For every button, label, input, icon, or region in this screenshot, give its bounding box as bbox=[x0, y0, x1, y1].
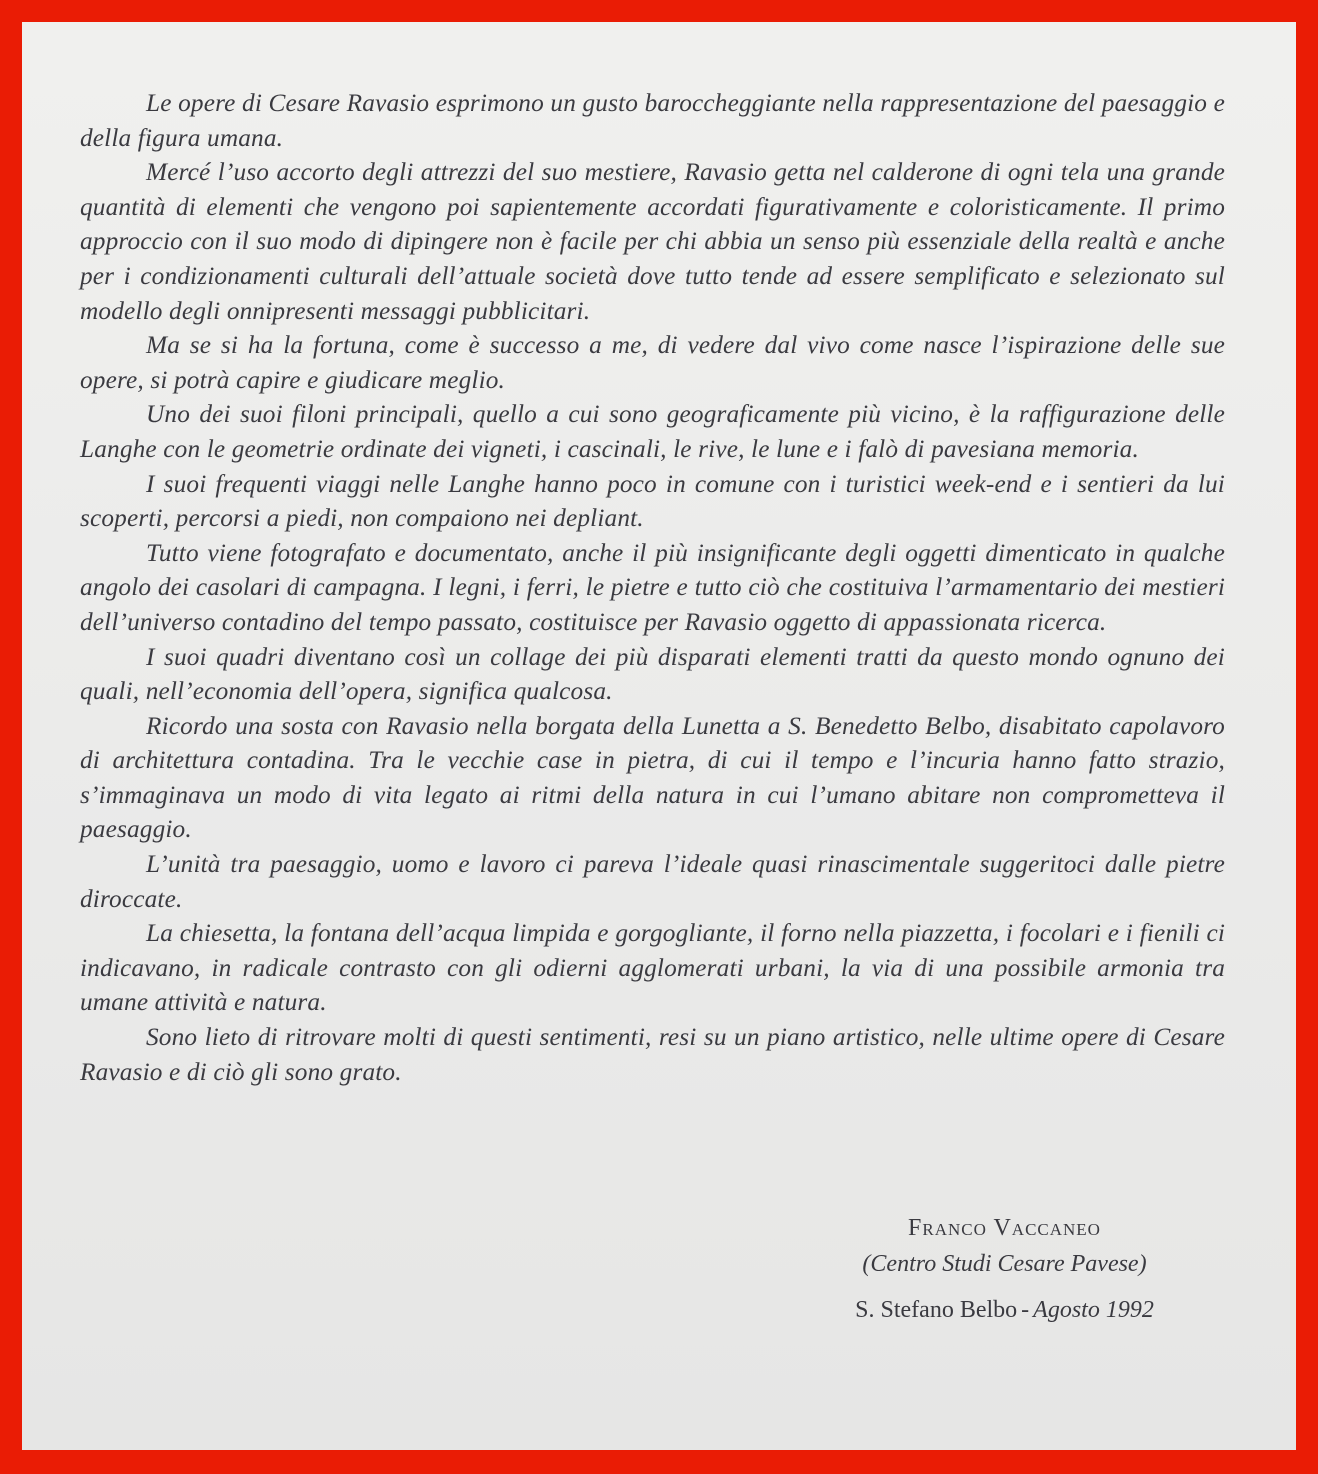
place-date-line bbox=[822, 1292, 1187, 1328]
paragraph-1: Le opere di Cesare Ravasio esprimono un gusto baroccheggiante nella rappresentazione del paesaggio e della figura umana. bbox=[80, 89, 1225, 152]
page-frame bbox=[22, 22, 1296, 1450]
paragraph-11: Sono lieto di ritrovare molti di questi sentimenti, resi su un piano artistico, nelle ultime opere di Cesare Ravasio e di ciò gli sono grato. bbox=[80, 1023, 1225, 1086]
paragraph-6: Tutto viene fotografato e documentato, anche il più insignificante degli oggetti dimenticato in qualche angolo dei casolari di campagna. I legni, i ferri, le pietre e tutto ciò che costituiva l’armamentario dei mestieri dell’universo contadino del tempo passato, costituisce per Ravasio oggetto di appassionata ricerca. bbox=[80, 538, 1225, 636]
paragraph-7: I suoi quadri diventano così un collage dei più disparati elementi tratti da questo mondo ognuno dei quali, nell’economia dell’opera, significa qualcosa. bbox=[80, 642, 1225, 706]
place: S. Stefano Belbo bbox=[855, 1297, 1018, 1323]
date: Agosto 1992 bbox=[1033, 1297, 1154, 1323]
paragraph-3: Ma se si ha la fortuna, come è successo a me, di vedere dal vivo come nasce l’ispirazione delle sue opere, si potrà capire e giudicare meglio. bbox=[80, 331, 1225, 394]
separator: - bbox=[1021, 1297, 1030, 1323]
document-body bbox=[80, 86, 1225, 1089]
paragraph-4: Uno dei suoi filoni principali, quello a cui sono geograficamente più vicino, è la raffigurazione delle Langhe con le geometrie ordinate dei vigneti, i cascinali, le rive, le lune e i falò di pavesiana memoria. bbox=[80, 400, 1225, 463]
author-affiliation: (Centro Studi Cesare Pavese) bbox=[862, 1251, 1147, 1277]
author-name: Franco Vaccaneo bbox=[908, 1215, 1101, 1241]
paragraph-10: La chiesetta, la fontana dell’acqua limpida e gorgogliante, il forno nella piazzetta, i focolari e i fienili ci indicavano, in radicale contrasto con gli odierni agglomerati urbani, la via di una possibile armonia tra umane attività e natura. bbox=[80, 919, 1225, 1017]
signature-block bbox=[822, 1210, 1187, 1328]
paragraph-8: Ricordo una sosta con Ravasio nella borgata della Lunetta a S. Benedetto Belbo, disabitato capolavoro di architettura contadina. Tra le vecchie case in pietra, di cui il tempo e l’incuria hanno fatto strazio, s’immaginava un modo di vita legato ai ritmi della natura in cui l’umano abitare non comprometteva il paesaggio. bbox=[80, 711, 1225, 844]
paragraph-9: L’unità tra paesaggio, uomo e lavoro ci pareva l’ideale quasi rinascimentale suggeritoci dalle pietre diroccate. bbox=[80, 850, 1225, 913]
paragraph-5: I suoi frequenti viaggi nelle Langhe hanno poco in comune con i turistici week-end e i sentieri da lui scoperti, percorsi a piedi, non compaiono nei depliant. bbox=[80, 469, 1225, 533]
paragraph-2: Mercé l’uso accorto degli attrezzi del suo mestiere, Ravasio getta nel calderone di ogni tela una grande quantità di elementi che vengono poi sapientemente accordati figurativamente e coloristicamente. Il primo approccio con il suo modo di dipingere non è facile per chi abbia un senso più essenziale della realtà e anche per i condizionamenti culturali dell’attuale società dove tutto tende ad essere semplificato e selezionato sul modello degli onnipresenti messaggi pubblicitari. bbox=[80, 158, 1225, 325]
